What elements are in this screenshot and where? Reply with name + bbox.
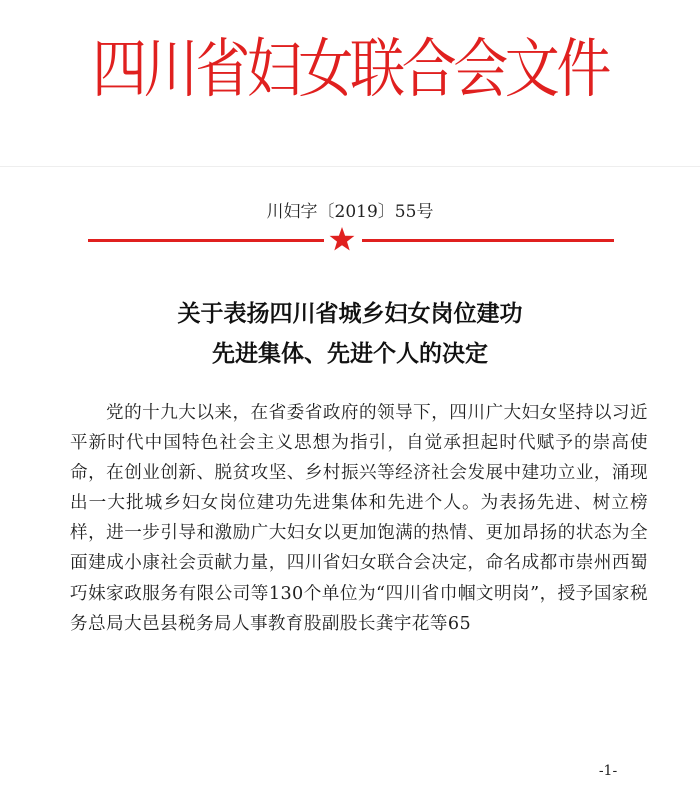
red-divider-left [88, 239, 324, 242]
document-title-line-1: 关于表扬四川省城乡妇女岗位建功 [177, 301, 523, 327]
issuing-organization-title: 四川省妇女联合会文件 [92, 33, 608, 107]
document-title-line-2: 先进集体、先进个人的决定 [212, 341, 488, 367]
document-number: 川妇字〔2019〕55号 [266, 202, 434, 222]
page-number: -1- [598, 763, 618, 779]
star-icon [325, 222, 359, 256]
body-paragraph: 党的十九大以来，在省委省政府的领导下，四川广大妇女坚持以习近平新时代中国特色社会主义思想为指引，自觉承担起时代赋予的崇高使命，在创业创新、脱贫攻坚、乡村振兴等经济社会发展中建功立业，涌现出一大批城乡妇女岗位建功先进集体和先进个人。为表扬先进、树立榜样，进一步引导和激励广大妇女以更加饱满的热情、更加昂扬的状态为全面建成小康社会贡献力量，四川省妇女联合会决定，命名成都市崇州西蜀巧妹家政服务有限公司等130个单位为“四川省巾帼文明岗”，授予国家税务总局大邑县税务局人事教育股副股长龚宇花等65 [70, 403, 648, 634]
document-header [0, 0, 700, 167]
red-divider-right [362, 239, 614, 242]
